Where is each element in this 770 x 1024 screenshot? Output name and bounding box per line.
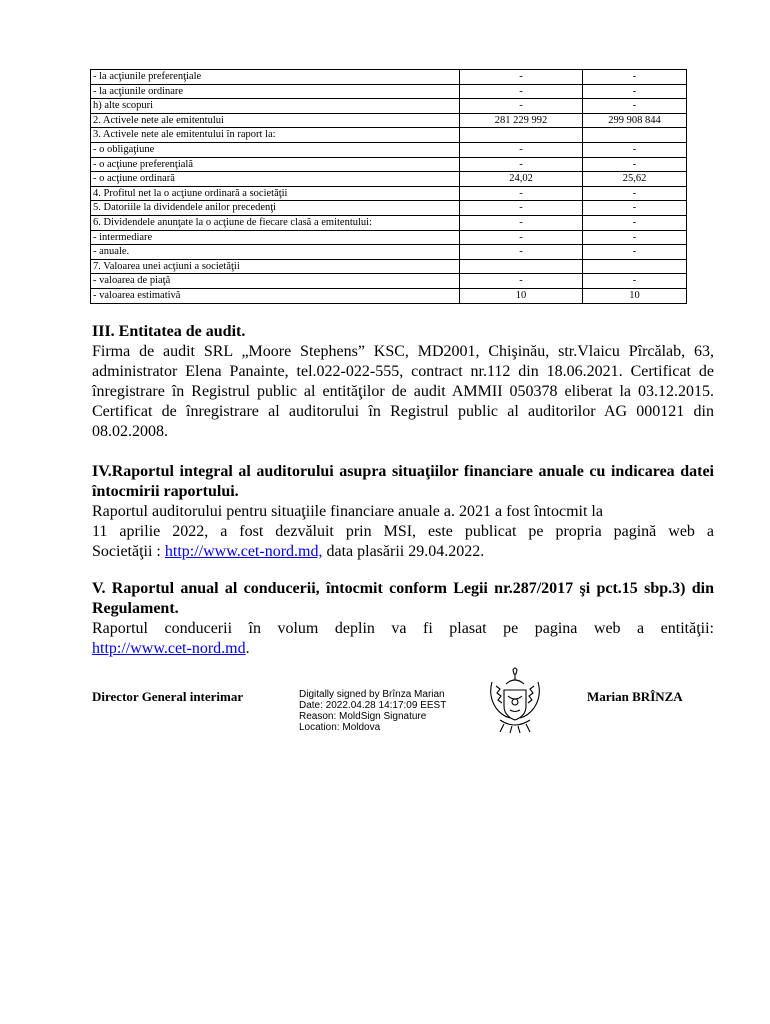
table-cell-label: 3. Activele nete ale emitentului în raport la: bbox=[91, 128, 460, 143]
website-link[interactable]: http://www.cet-nord.md, bbox=[164, 543, 323, 560]
section-body-line bbox=[92, 639, 714, 659]
table-cell-label: 6. Dividendele anunţate la o acţiune de fiecare clasă a emitentului: bbox=[91, 215, 460, 230]
table-cell-value: - bbox=[460, 245, 583, 260]
section-audit-entity bbox=[92, 322, 714, 442]
table-row bbox=[91, 259, 687, 274]
table-cell-label: 2. Activele nete ale emitentului bbox=[91, 113, 460, 128]
section-heading: IV.Raportul integral al auditorului asupra situaţiilor financiare anuale cu indicarea datei întocmirii raportului. bbox=[92, 463, 714, 500]
table-row bbox=[91, 215, 687, 230]
table-row bbox=[91, 288, 687, 303]
table-cell-value: - bbox=[583, 157, 687, 172]
section-heading: III. Entitatea de audit. bbox=[92, 323, 246, 340]
table-row bbox=[91, 113, 687, 128]
digital-signature-line: Digitally signed by Brînza Marian bbox=[299, 689, 445, 700]
website-link[interactable]: http://www.cet-nord.md bbox=[92, 640, 246, 657]
table-cell-label: - la acţiunile preferenţiale bbox=[91, 70, 460, 85]
table-row bbox=[91, 201, 687, 216]
table-cell-label: - o obligaţiune bbox=[91, 142, 460, 157]
table-row bbox=[91, 84, 687, 99]
table-cell-value: - bbox=[583, 186, 687, 201]
section-body-line: 11 aprilie 2022, a fost dezvăluit prin MSI, este publicat pe propria pagină web a bbox=[92, 523, 714, 540]
table-cell-label: - o acţiune preferenţială bbox=[91, 157, 460, 172]
text: . bbox=[245, 640, 250, 657]
table-cell-label: - valoarea estimativă bbox=[91, 288, 460, 303]
table-cell-label: - anuale. bbox=[91, 245, 460, 260]
text: data plasării 29.04.2022. bbox=[322, 543, 485, 560]
table-row bbox=[91, 230, 687, 245]
financial-indicators-table bbox=[90, 69, 687, 304]
table-cell-value bbox=[460, 259, 583, 274]
table-cell-label: - intermediare bbox=[91, 230, 460, 245]
table-cell-value: - bbox=[583, 70, 687, 85]
section-body: Raportul conducerii în volum deplin va fi plasat pe pagina web a entităţii: bbox=[92, 620, 714, 637]
table-cell-value: 299 908 844 bbox=[583, 113, 687, 128]
table-cell-value: - bbox=[460, 99, 583, 114]
table-cell-label: - o acţiune ordinară bbox=[91, 172, 460, 187]
table-cell-label: 4. Profitul net la o acţiune ordinară a societăţii bbox=[91, 186, 460, 201]
table-row bbox=[91, 128, 687, 143]
text: Societăţii : bbox=[92, 543, 165, 560]
table-cell-value: - bbox=[583, 142, 687, 157]
signatory-role: Director General interimar bbox=[92, 689, 244, 704]
table-cell-value: - bbox=[583, 99, 687, 114]
table-row bbox=[91, 142, 687, 157]
table-cell-value: - bbox=[460, 230, 583, 245]
table-cell-value: - bbox=[460, 157, 583, 172]
table-row bbox=[91, 186, 687, 201]
table-cell-label: - la acţiunile ordinare bbox=[91, 84, 460, 99]
table-cell-value: - bbox=[583, 84, 687, 99]
table-cell-value: - bbox=[583, 274, 687, 289]
table-cell-value: - bbox=[583, 230, 687, 245]
table-cell-value bbox=[583, 259, 687, 274]
digital-signature-line: Location: Moldova bbox=[299, 722, 381, 733]
section-management-report bbox=[92, 579, 714, 659]
table-row bbox=[91, 245, 687, 260]
table-cell-value: 281 229 992 bbox=[460, 113, 583, 128]
table-row bbox=[91, 99, 687, 114]
table-row bbox=[91, 274, 687, 289]
signatory-name: Marian BRÎNZA bbox=[587, 689, 683, 704]
table-row bbox=[91, 172, 687, 187]
table-cell-value bbox=[460, 128, 583, 143]
section-body-line: Raportul auditorului pentru situaţiile financiare anuale a. 2021 a fost întocmit la bbox=[92, 503, 603, 520]
table-cell-value: - bbox=[460, 142, 583, 157]
table-cell-value bbox=[583, 128, 687, 143]
table-cell-value: 10 bbox=[460, 288, 583, 303]
section-auditor-report bbox=[92, 462, 714, 562]
table-cell-value: 10 bbox=[583, 288, 687, 303]
table-cell-value: - bbox=[583, 215, 687, 230]
coat-of-arms-seal-icon bbox=[482, 664, 548, 736]
table-cell-value: - bbox=[583, 201, 687, 216]
table-cell-value: 24,02 bbox=[460, 172, 583, 187]
table-cell-label: 7. Valoarea unei acţiuni a societăţii bbox=[91, 259, 460, 274]
digital-signature-block bbox=[299, 689, 446, 733]
digital-signature-line: Date: 2022.04.28 14:17:09 EEST bbox=[299, 700, 447, 711]
table-cell-label: h) alte scopuri bbox=[91, 99, 460, 114]
table-row bbox=[91, 70, 687, 85]
table-cell-value: - bbox=[460, 186, 583, 201]
table-cell-value: - bbox=[460, 215, 583, 230]
table-row bbox=[91, 157, 687, 172]
table-cell-label: - valoarea de piaţă bbox=[91, 274, 460, 289]
table-cell-value: - bbox=[583, 245, 687, 260]
table-cell-value: - bbox=[460, 274, 583, 289]
table-cell-value: - bbox=[460, 84, 583, 99]
section-body-line bbox=[92, 542, 714, 562]
section-body: Firma de audit SRL „Moore Stephens” KSC, MD2001, Chişinău, str.Vlaicu Pîrcălab, 63, administrator Elena Panainte, tel.022-022-555, contract nr.112 din 18.06.2021. Certificat de înregistrare în Registrul public al entităţilor de audit AMMII 050378 eliberat la 03.12.2015. Certificat de înregistrare al auditorului în Registrul public al auditorilor AG 000121 din 08.02.2008. bbox=[92, 343, 714, 440]
table-cell-label: 5. Datoriile la dividendele anilor precedenţi bbox=[91, 201, 460, 216]
section-heading: V. Raportul anual al conducerii, întocmit conform Legii nr.287/2017 şi pct.15 sbp.3) din Regulament. bbox=[92, 580, 714, 617]
digital-signature-line: Reason: MoldSign Signature bbox=[299, 711, 427, 722]
table-cell-value: 25,62 bbox=[583, 172, 687, 187]
table-cell-value: - bbox=[460, 201, 583, 216]
table-cell-value: - bbox=[460, 70, 583, 85]
